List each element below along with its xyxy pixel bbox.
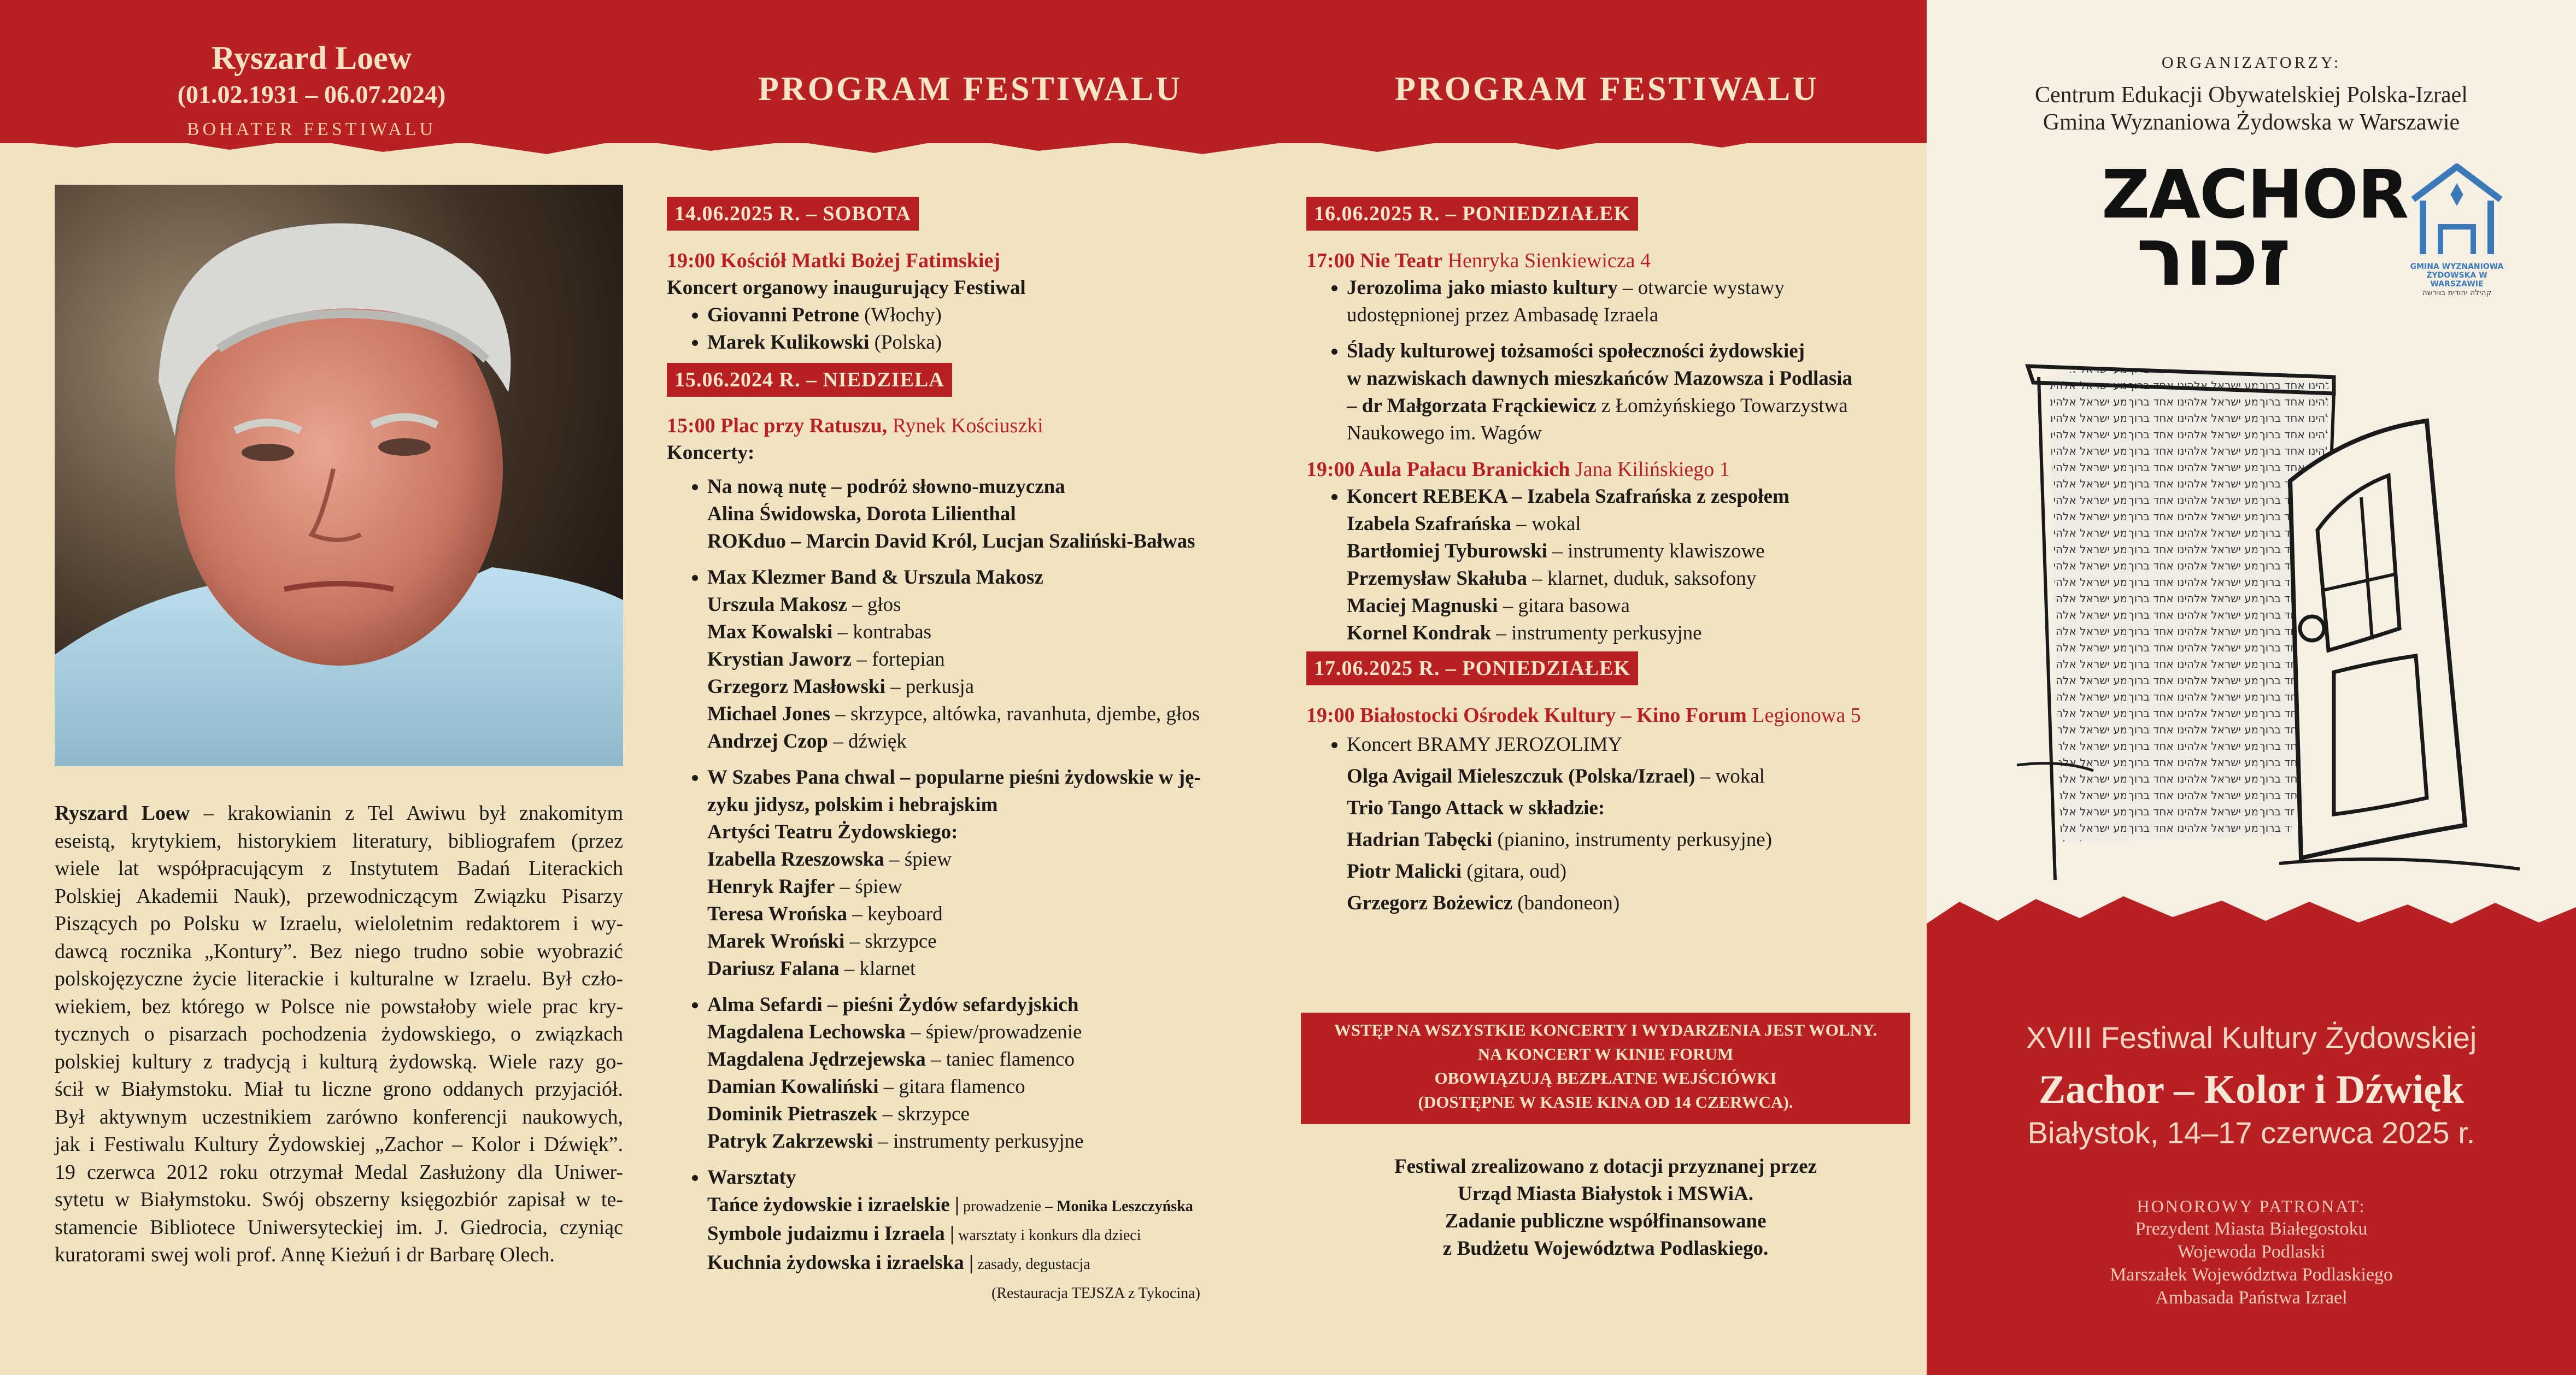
- zachor-logo: ZACHOR: [2102, 156, 2408, 233]
- hero-bio: [55, 800, 623, 1269]
- patronage-label: HONOROWY PATRONAT:: [2137, 1196, 2366, 1216]
- hero-dates: (01.02.1931 – 06.07.2024): [177, 80, 446, 108]
- festival-place-date: Białystok, 14–17 czerwca 2025 r.: [2027, 1115, 2475, 1150]
- bio-line: eseistą, krytykiem, historykiem literatury, bibliografem (przez: [55, 829, 623, 853]
- zachor-hebrew: זכור: [2136, 210, 2291, 304]
- bio-line: polskojęzyczne życie literackie i kulturalne w Izraelu. Był czło-: [55, 967, 623, 990]
- bio-line: 19 czerwca 2012 roku otrzymał Medal Zasłużony dla Uniwer-: [55, 1160, 623, 1184]
- patron: Wojewoda Podlaski: [2177, 1242, 2326, 1262]
- patron: Prezydent Miasta Białegostoku: [2135, 1219, 2368, 1239]
- date-bar: 16.06.2025 R. – PONIEDZIAŁEK: [1306, 197, 1638, 231]
- list-item: • Jerozolima jako miasto kultury – otwarcie wystawy udostępnionej przez Ambasadę Izraela: [1347, 274, 1913, 329]
- list-item: • Max Klezmer Band & Urszula Makosz Urszula Makosz – głos Max Kowalski – kontrabas Krystian Jaworz – fortepian Grzegorz Masłowski – perkusja Michael Jones – skrzypce, altówka, ravanhuta, djembe, głos Andrzej Czop – dźwięk: [707, 564, 1284, 755]
- list-item: • Ślady kulturowej tożsamości społeczności żydowskiej w nazwiskach dawnych mieszkańców Mazowsza i Podlasia – dr Małgorzata Frąckiewicz z Łomżyńskiego Towarzystwa Naukowego im. Wagów: [1347, 338, 1913, 447]
- program-title-1: PROGRAM FESTIWALU: [758, 70, 1182, 108]
- concert-list: [1306, 729, 1913, 919]
- bio-line: Piszących po Polsku w Izraelu, wieloletnim redaktorem i wy-: [55, 912, 623, 935]
- venue: 19:00 Białostocki Ośrodek Kultury – Kino Forum Legionowa 5: [1306, 704, 1861, 727]
- program-column-1: [667, 197, 1284, 1316]
- venue: 19:00 Kościół Matki Bożej Fatimskiej: [667, 249, 1001, 272]
- bio-name: Ryszard Loew: [55, 802, 190, 825]
- bio-line: sytetu w Białymstoku. Swój obszerny księgozbiór zapisał w te-: [55, 1188, 623, 1211]
- list-item: • Koncert REBEKA – Izabela Szafrańska z zespołem Izabela Szafrańska – wokal Bartłomiej Tyburowski – instrumenty klawiszowe Przemysław Skałuba – klarnet, duduk, saksofony Maciej Magnuski – gitara basowa Kornel Kondrak – instrumenty perkusyjne: [1347, 483, 1913, 647]
- hero-name: Ryszard Loew: [211, 40, 412, 76]
- list-item: • Na nową nutę – podróż słowno-muzyczna Alina Świdowska, Dorota Lilienthal ROKduo – Marcin David Król, Lucjan Szaliński-Bałwas: [707, 473, 1284, 555]
- organizers-label: ORGANIZATORZY:: [2161, 54, 2342, 72]
- date-bar: 15.06.2024 R. – NIEDZIELA: [667, 363, 952, 397]
- venue: 17:00 Nie Teatr Henryka Sienkiewicza 4: [1306, 249, 1651, 272]
- bio-line: – krakowianin z Tel Awiwu był znakomitym: [203, 802, 624, 825]
- gmina-logo-text: GMINA WYZNANIOWA ŻYDOWSKA W WARSZAWIE: [2410, 262, 2504, 289]
- event-desc: Koncert organowy inaugurujący Festiwal: [667, 277, 1026, 299]
- gmina-house-icon: [2402, 161, 2512, 260]
- list-item: • Warsztaty Tańce żydowskie i izraelskie | prowadzenie – Monika Leszczyńska Symbole judaizmu i Izraela | warsztaty i konkurs dla dzieci Kuchnia żydowska i izraelska | zasady, degustacja (Restauracja TEJSZA z Tykocina): [707, 1164, 1284, 1307]
- funding-line: Urząd Miasta Białystok i MSWiA.: [1458, 1183, 1753, 1205]
- funding-info: [1301, 1153, 1910, 1262]
- hero-role: BOHATER FESTIWALU: [186, 119, 437, 139]
- festival-panel: [1927, 951, 2576, 1375]
- event-list: [1306, 274, 1913, 447]
- bio-line: kuratorami swej woli prof. Annę Kieżuń i dr Barbarę Olech.: [55, 1243, 555, 1266]
- gmina-logo-hebrew: קהילה יהודית בוורשה: [2422, 289, 2492, 297]
- list-item: • Marek Kulikowski (Polska): [707, 329, 1284, 356]
- funding-line: Zadanie publiczne współfinansowane: [1445, 1210, 1767, 1232]
- bio-line: wiekiem, bez którego w Polsce nie powstałoby wiele prac kry-: [55, 995, 623, 1018]
- patron: Ambasada Państwa Izrael: [2155, 1288, 2348, 1308]
- concerts-label: Koncerty:: [667, 442, 755, 464]
- venue: 15:00 Plac przy Ratuszu, Rynek Kościuszki: [667, 414, 1043, 437]
- portrait-photo: [55, 185, 623, 766]
- bio-line: Był aktywnym uczestnikiem zarówno konferencji naukowych,: [55, 1105, 623, 1129]
- date-bar: 17.06.2025 R. – PONIEDZIAŁEK: [1306, 651, 1638, 685]
- bio-line: stamencie Bibliotece Uniwersyteckiej im. J. Giedrocia, czyniąc: [55, 1215, 623, 1239]
- list-item: • W Szabes Pana chwal – popularne pieśni żydowskie w ję- zyku jidysz, polskim i hebrajskim Artyści Teatru Żydowskiego: Izabella Rzeszowska – śpiew Henryk Rajfer – śpiew Teresa Wrońska – keyboard Marek Wroński – skrzypce Dariusz Falana – klarnet: [707, 764, 1284, 983]
- list-item: • Alma Sefardi – pieśni Żydów sefardyjskich Magdalena Lechowska – śpiew/prowadzenie Magdalena Jędrzejewska – taniec flamenco Damian Kowaliński – gitara flamenco Dominik Pietraszek – skrzypce Patryk Zakrzewski – instrumenty perkusyjne: [707, 991, 1284, 1155]
- notice-line: OBOWIĄZUJĄ BEZPŁATNE WEJŚCIÓWKI: [1434, 1068, 1777, 1088]
- bio-line: dawcą rocznika „Kontury”. Bez niego trudno sobie wyobrazić: [55, 939, 623, 963]
- door-illustration: [1995, 344, 2531, 891]
- bio-line: wiele lat współpracującym z Instytutem Badań Literackich: [55, 857, 623, 880]
- program-title-2: PROGRAM FESTIWALU: [1395, 70, 1819, 108]
- notice-line: (DOSTĘPNE W KASIE KINA OD 14 CZERWCA).: [1418, 1092, 1793, 1112]
- organizer-1: Centrum Edukacji Obywatelskiej Polska-Izrael: [2035, 83, 2468, 108]
- funding-line: Festiwal zrealizowano z dotacji przyznanej przez: [1394, 1155, 1817, 1178]
- bio-line: jak i Festiwalu Kultury Żydowskiej „Zachor – Kolor i Dźwięk”.: [55, 1133, 623, 1156]
- notice-line: WSTĘP NA WSZYSTKIE KONCERTY I WYDARZENIA JEST WOLNY.: [1334, 1020, 1877, 1039]
- bio-line: ścił w Białymstoku. Miał tu liczne grono oddanych przyjaciół.: [55, 1078, 623, 1101]
- gmina-logo: [2402, 161, 2512, 303]
- funding-line: z Budżetu Województwa Podlaskiego.: [1442, 1237, 1769, 1260]
- patron: Marszałek Województwa Podlaskiego: [2110, 1265, 2393, 1285]
- date-bar: 14.06.2025 R. – SOBOTA: [667, 197, 919, 231]
- concert-list: [1306, 483, 1913, 647]
- festival-edition: XVIII Festiwal Kultury Żydowskiej: [2026, 1020, 2477, 1055]
- notice-line: NA KONCERT W KINIE FORUM: [1477, 1044, 1734, 1063]
- program-column-2: [1306, 197, 1913, 928]
- list-item: • Koncert BRAMY JEROZOLIMY Olga Avigail Mieleszczuk (Polska/Izrael) – wokal Trio Tango Attack w składzie: Hadrian Tabęcki (pianino, instrumenty perkusyjne) Piotr Malicki (gitara, oud) Grzegorz Bożewicz (bandoneon): [1347, 729, 1913, 919]
- entry-notice: [1301, 1013, 1910, 1124]
- list-item: • Giovanni Petrone (Włochy): [707, 302, 1284, 329]
- venue: 19:00 Aula Pałacu Branickich Jana Kilińskiego 1: [1306, 458, 1730, 481]
- concert-list: [667, 473, 1284, 1307]
- bio-line: polskiej kultury z tradycją i kulturą żydowską. Wiele razy go-: [55, 1050, 623, 1073]
- bio-line: tycznych o pisarzach pochodzenia żydowskiego, o związkach: [55, 1023, 623, 1045]
- patronage-list: [1927, 1218, 2576, 1309]
- performer-list: [667, 302, 1284, 356]
- festival-name: Zachor – Kolor i Dźwięk: [2038, 1067, 2464, 1112]
- organizer-2: Gmina Wyznaniowa Żydowska w Warszawie: [2043, 110, 2460, 135]
- bio-line: Polskiej Akademii Nauk), przewodniczącym Związku Pisarzy: [55, 884, 623, 908]
